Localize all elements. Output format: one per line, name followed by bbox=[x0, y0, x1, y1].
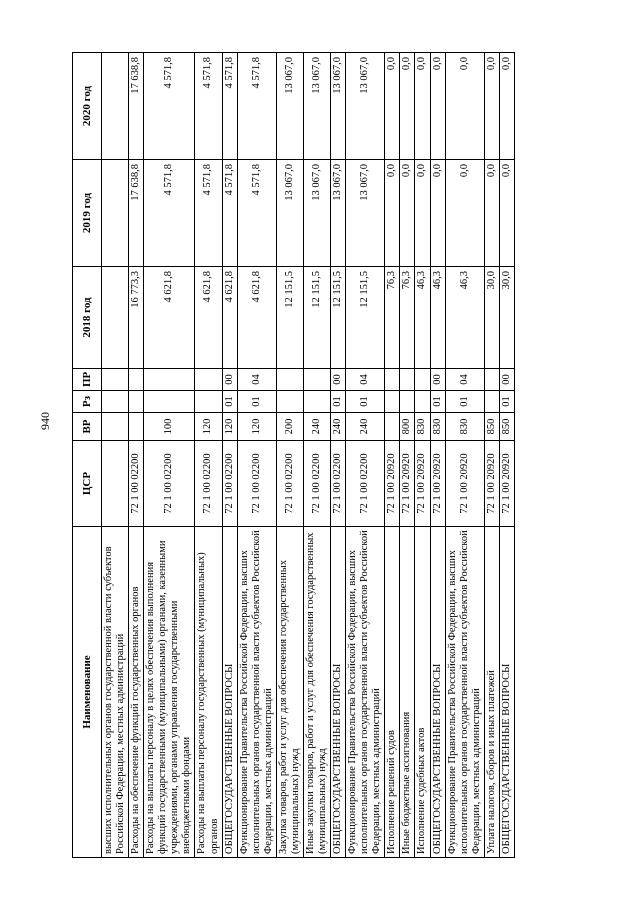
cell-y2018: 46,3 bbox=[430, 267, 445, 369]
cell-y2019: 13 067,0 bbox=[276, 160, 303, 267]
cell-y2018: 16 773,3 bbox=[129, 267, 144, 369]
page-number: 940 bbox=[38, 412, 52, 430]
cell-rz: 01 bbox=[237, 391, 276, 413]
cell-pr: 04 bbox=[237, 369, 276, 391]
cell-y2020 bbox=[102, 53, 129, 160]
cell-csr: 72 1 00 20920 bbox=[430, 441, 445, 527]
cell-y2019: 0,0 bbox=[499, 160, 514, 267]
table-row bbox=[385, 53, 400, 858]
cell-rz bbox=[303, 391, 330, 413]
table-row bbox=[222, 53, 237, 858]
cell-name: Исполнение судебных актов bbox=[415, 527, 430, 858]
cell-y2018: 30,0 bbox=[499, 267, 514, 369]
cell-y2020: 0,0 bbox=[499, 53, 514, 160]
cell-csr: 72 1 00 20920 bbox=[400, 441, 415, 527]
header-name: Наименование bbox=[73, 527, 102, 858]
cell-pr: 00 bbox=[499, 369, 514, 391]
cell-pr: 00 bbox=[430, 369, 445, 391]
cell-y2020: 0,0 bbox=[445, 53, 484, 160]
cell-y2018 bbox=[102, 267, 129, 369]
cell-csr: 72 1 00 02200 bbox=[346, 441, 385, 527]
cell-csr bbox=[102, 441, 129, 527]
cell-name: Функционирование Правительства Российской Федерации, высших исполнительных органов государственной власти субъектов Российской Федерации, местных администраций bbox=[237, 527, 276, 858]
table-row bbox=[484, 53, 499, 858]
table-header-row bbox=[73, 53, 102, 858]
cell-y2019: 13 067,0 bbox=[331, 160, 346, 267]
cell-y2019: 0,0 bbox=[385, 160, 400, 267]
header-2020: 2020 год bbox=[73, 53, 102, 160]
cell-name: Уплата налогов, сборов и иных платежей bbox=[484, 527, 499, 858]
table-row bbox=[303, 53, 330, 858]
cell-name: Исполнение решений судов bbox=[385, 527, 400, 858]
cell-vr: 850 bbox=[499, 413, 514, 441]
cell-csr: 72 1 00 02200 bbox=[237, 441, 276, 527]
cell-name: ОБЩЕГОСУДАРСТВЕННЫЕ ВОПРОСЫ bbox=[331, 527, 346, 858]
table-row bbox=[102, 53, 129, 858]
cell-vr: 240 bbox=[346, 413, 385, 441]
cell-y2018: 46,3 bbox=[415, 267, 430, 369]
cell-name: Закупка товаров, работ и услуг для обеспечения государственных (муниципальных) нужд bbox=[276, 527, 303, 858]
cell-vr: 120 bbox=[237, 413, 276, 441]
cell-pr: 04 bbox=[346, 369, 385, 391]
cell-vr: 240 bbox=[331, 413, 346, 441]
cell-y2020: 4 571,8 bbox=[222, 53, 237, 160]
cell-vr: 800 bbox=[400, 413, 415, 441]
cell-csr: 72 1 00 02200 bbox=[144, 441, 195, 527]
cell-y2020: 0,0 bbox=[385, 53, 400, 160]
cell-name: ОБЩЕГОСУДАРСТВЕННЫЕ ВОПРОСЫ bbox=[499, 527, 514, 858]
cell-y2019: 13 067,0 bbox=[303, 160, 330, 267]
cell-y2020: 13 067,0 bbox=[303, 53, 330, 160]
cell-y2018: 4 621,8 bbox=[195, 267, 222, 369]
cell-pr bbox=[303, 369, 330, 391]
cell-rz: 01 bbox=[445, 391, 484, 413]
header-vr: ВР bbox=[73, 413, 102, 441]
cell-y2019: 17 638,8 bbox=[129, 160, 144, 267]
cell-name: Расходы на выплаты персоналу в целях обеспечения выполнения функций государственными (муниципальными) органами, казенными учреждениями, органами управления государственными внебюджетными фондами bbox=[144, 527, 195, 858]
table-row bbox=[195, 53, 222, 858]
cell-y2019: 4 571,8 bbox=[195, 160, 222, 267]
cell-rz bbox=[129, 391, 144, 413]
cell-y2018: 76,3 bbox=[400, 267, 415, 369]
cell-pr bbox=[385, 369, 400, 391]
cell-name: Функционирование Правительства Российской Федерации, высших исполнительных органов государственной власти субъектов Российской Федерации, местных администраций bbox=[346, 527, 385, 858]
cell-pr: 04 bbox=[445, 369, 484, 391]
cell-vr: 850 bbox=[484, 413, 499, 441]
cell-pr bbox=[144, 369, 195, 391]
table-row bbox=[415, 53, 430, 858]
cell-y2018: 4 621,8 bbox=[237, 267, 276, 369]
cell-name: Иные бюджетные ассигнования bbox=[400, 527, 415, 858]
cell-y2018: 12 151,5 bbox=[346, 267, 385, 369]
cell-csr: 72 1 00 20920 bbox=[385, 441, 400, 527]
header-2018: 2018 год bbox=[73, 267, 102, 369]
cell-y2019 bbox=[102, 160, 129, 267]
cell-vr: 120 bbox=[195, 413, 222, 441]
cell-y2018: 4 621,8 bbox=[144, 267, 195, 369]
cell-y2019: 0,0 bbox=[430, 160, 445, 267]
table-row bbox=[430, 53, 445, 858]
cell-y2020: 0,0 bbox=[415, 53, 430, 160]
table-row bbox=[276, 53, 303, 858]
cell-name: Расходы на выплаты персоналу государственных (муниципальных) органов bbox=[195, 527, 222, 858]
cell-vr: 830 bbox=[445, 413, 484, 441]
header-csr: ЦСР bbox=[73, 441, 102, 527]
cell-csr: 72 1 00 20920 bbox=[445, 441, 484, 527]
cell-csr: 72 1 00 02200 bbox=[222, 441, 237, 527]
cell-y2020: 4 571,8 bbox=[195, 53, 222, 160]
cell-vr: 830 bbox=[415, 413, 430, 441]
cell-rz bbox=[415, 391, 430, 413]
cell-vr: 100 bbox=[144, 413, 195, 441]
cell-name: Расходы на обеспечение функций государственных органов bbox=[129, 527, 144, 858]
table-row bbox=[346, 53, 385, 858]
cell-y2020: 0,0 bbox=[400, 53, 415, 160]
cell-vr bbox=[102, 413, 129, 441]
header-pr: ПР bbox=[73, 369, 102, 391]
cell-vr: 200 bbox=[276, 413, 303, 441]
cell-rz: 01 bbox=[222, 391, 237, 413]
cell-rz: 01 bbox=[346, 391, 385, 413]
cell-vr: 830 bbox=[430, 413, 445, 441]
cell-csr: 72 1 00 02200 bbox=[129, 441, 144, 527]
cell-vr: 240 bbox=[303, 413, 330, 441]
cell-pr bbox=[484, 369, 499, 391]
cell-vr bbox=[385, 413, 400, 441]
cell-y2020: 4 571,8 bbox=[144, 53, 195, 160]
cell-rz bbox=[102, 391, 129, 413]
cell-y2019: 13 067,0 bbox=[346, 160, 385, 267]
cell-name: ОБЩЕГОСУДАРСТВЕННЫЕ ВОПРОСЫ bbox=[222, 527, 237, 858]
cell-rz: 01 bbox=[430, 391, 445, 413]
cell-y2018: 30,0 bbox=[484, 267, 499, 369]
cell-pr bbox=[276, 369, 303, 391]
budget-table bbox=[72, 52, 515, 858]
cell-y2019: 0,0 bbox=[400, 160, 415, 267]
cell-y2018: 4 621,8 bbox=[222, 267, 237, 369]
cell-y2019: 0,0 bbox=[415, 160, 430, 267]
cell-y2020: 17 638,8 bbox=[129, 53, 144, 160]
cell-pr bbox=[129, 369, 144, 391]
cell-vr bbox=[129, 413, 144, 441]
rotated-table-container bbox=[72, 53, 572, 858]
cell-csr: 72 1 00 02200 bbox=[303, 441, 330, 527]
cell-y2020: 4 571,8 bbox=[237, 53, 276, 160]
cell-y2020: 13 067,0 bbox=[331, 53, 346, 160]
cell-name: высших исполнительных органов государственной власти субъектов Российской Федерации, местных администраций bbox=[102, 527, 129, 858]
cell-csr: 72 1 00 20920 bbox=[499, 441, 514, 527]
cell-y2020: 0,0 bbox=[484, 53, 499, 160]
cell-y2020: 13 067,0 bbox=[346, 53, 385, 160]
table-row bbox=[331, 53, 346, 858]
cell-csr: 72 1 00 02200 bbox=[195, 441, 222, 527]
cell-y2018: 12 151,5 bbox=[303, 267, 330, 369]
cell-vr: 120 bbox=[222, 413, 237, 441]
cell-pr: 00 bbox=[222, 369, 237, 391]
cell-pr: 00 bbox=[331, 369, 346, 391]
cell-csr: 72 1 00 20920 bbox=[415, 441, 430, 527]
cell-name: Функционирование Правительства Российской Федерации, высших исполнительных органов государственной власти субъектов Российской Федерации, местных администраций bbox=[445, 527, 484, 858]
cell-y2019: 0,0 bbox=[484, 160, 499, 267]
cell-rz bbox=[385, 391, 400, 413]
cell-pr bbox=[400, 369, 415, 391]
cell-pr bbox=[195, 369, 222, 391]
cell-y2019: 0,0 bbox=[445, 160, 484, 267]
cell-pr bbox=[415, 369, 430, 391]
cell-y2019: 4 571,8 bbox=[237, 160, 276, 267]
cell-rz bbox=[195, 391, 222, 413]
cell-rz bbox=[400, 391, 415, 413]
cell-y2020: 13 067,0 bbox=[276, 53, 303, 160]
cell-pr bbox=[102, 369, 129, 391]
header-2019: 2019 год bbox=[73, 160, 102, 267]
table-row bbox=[445, 53, 484, 858]
cell-rz: 01 bbox=[499, 391, 514, 413]
cell-name: ОБЩЕГОСУДАРСТВЕННЫЕ ВОПРОСЫ bbox=[430, 527, 445, 858]
cell-y2019: 4 571,8 bbox=[222, 160, 237, 267]
cell-csr: 72 1 00 02200 bbox=[276, 441, 303, 527]
table-row bbox=[237, 53, 276, 858]
header-rz: Рз bbox=[73, 391, 102, 413]
cell-rz bbox=[144, 391, 195, 413]
cell-y2018: 12 151,5 bbox=[331, 267, 346, 369]
table-row bbox=[400, 53, 415, 858]
table-row bbox=[144, 53, 195, 858]
cell-name: Иные закупки товаров, работ и услуг для обеспечения государственных (муниципальных) нужд bbox=[303, 527, 330, 858]
cell-y2020: 0,0 bbox=[430, 53, 445, 160]
cell-y2018: 76,3 bbox=[385, 267, 400, 369]
cell-y2018: 46,3 bbox=[445, 267, 484, 369]
cell-rz bbox=[484, 391, 499, 413]
cell-csr: 72 1 00 20920 bbox=[484, 441, 499, 527]
cell-rz: 01 bbox=[331, 391, 346, 413]
cell-csr: 72 1 00 02200 bbox=[331, 441, 346, 527]
table-row bbox=[129, 53, 144, 858]
table-row bbox=[499, 53, 514, 858]
cell-y2019: 4 571,8 bbox=[144, 160, 195, 267]
cell-y2018: 12 151,5 bbox=[276, 267, 303, 369]
cell-rz bbox=[276, 391, 303, 413]
